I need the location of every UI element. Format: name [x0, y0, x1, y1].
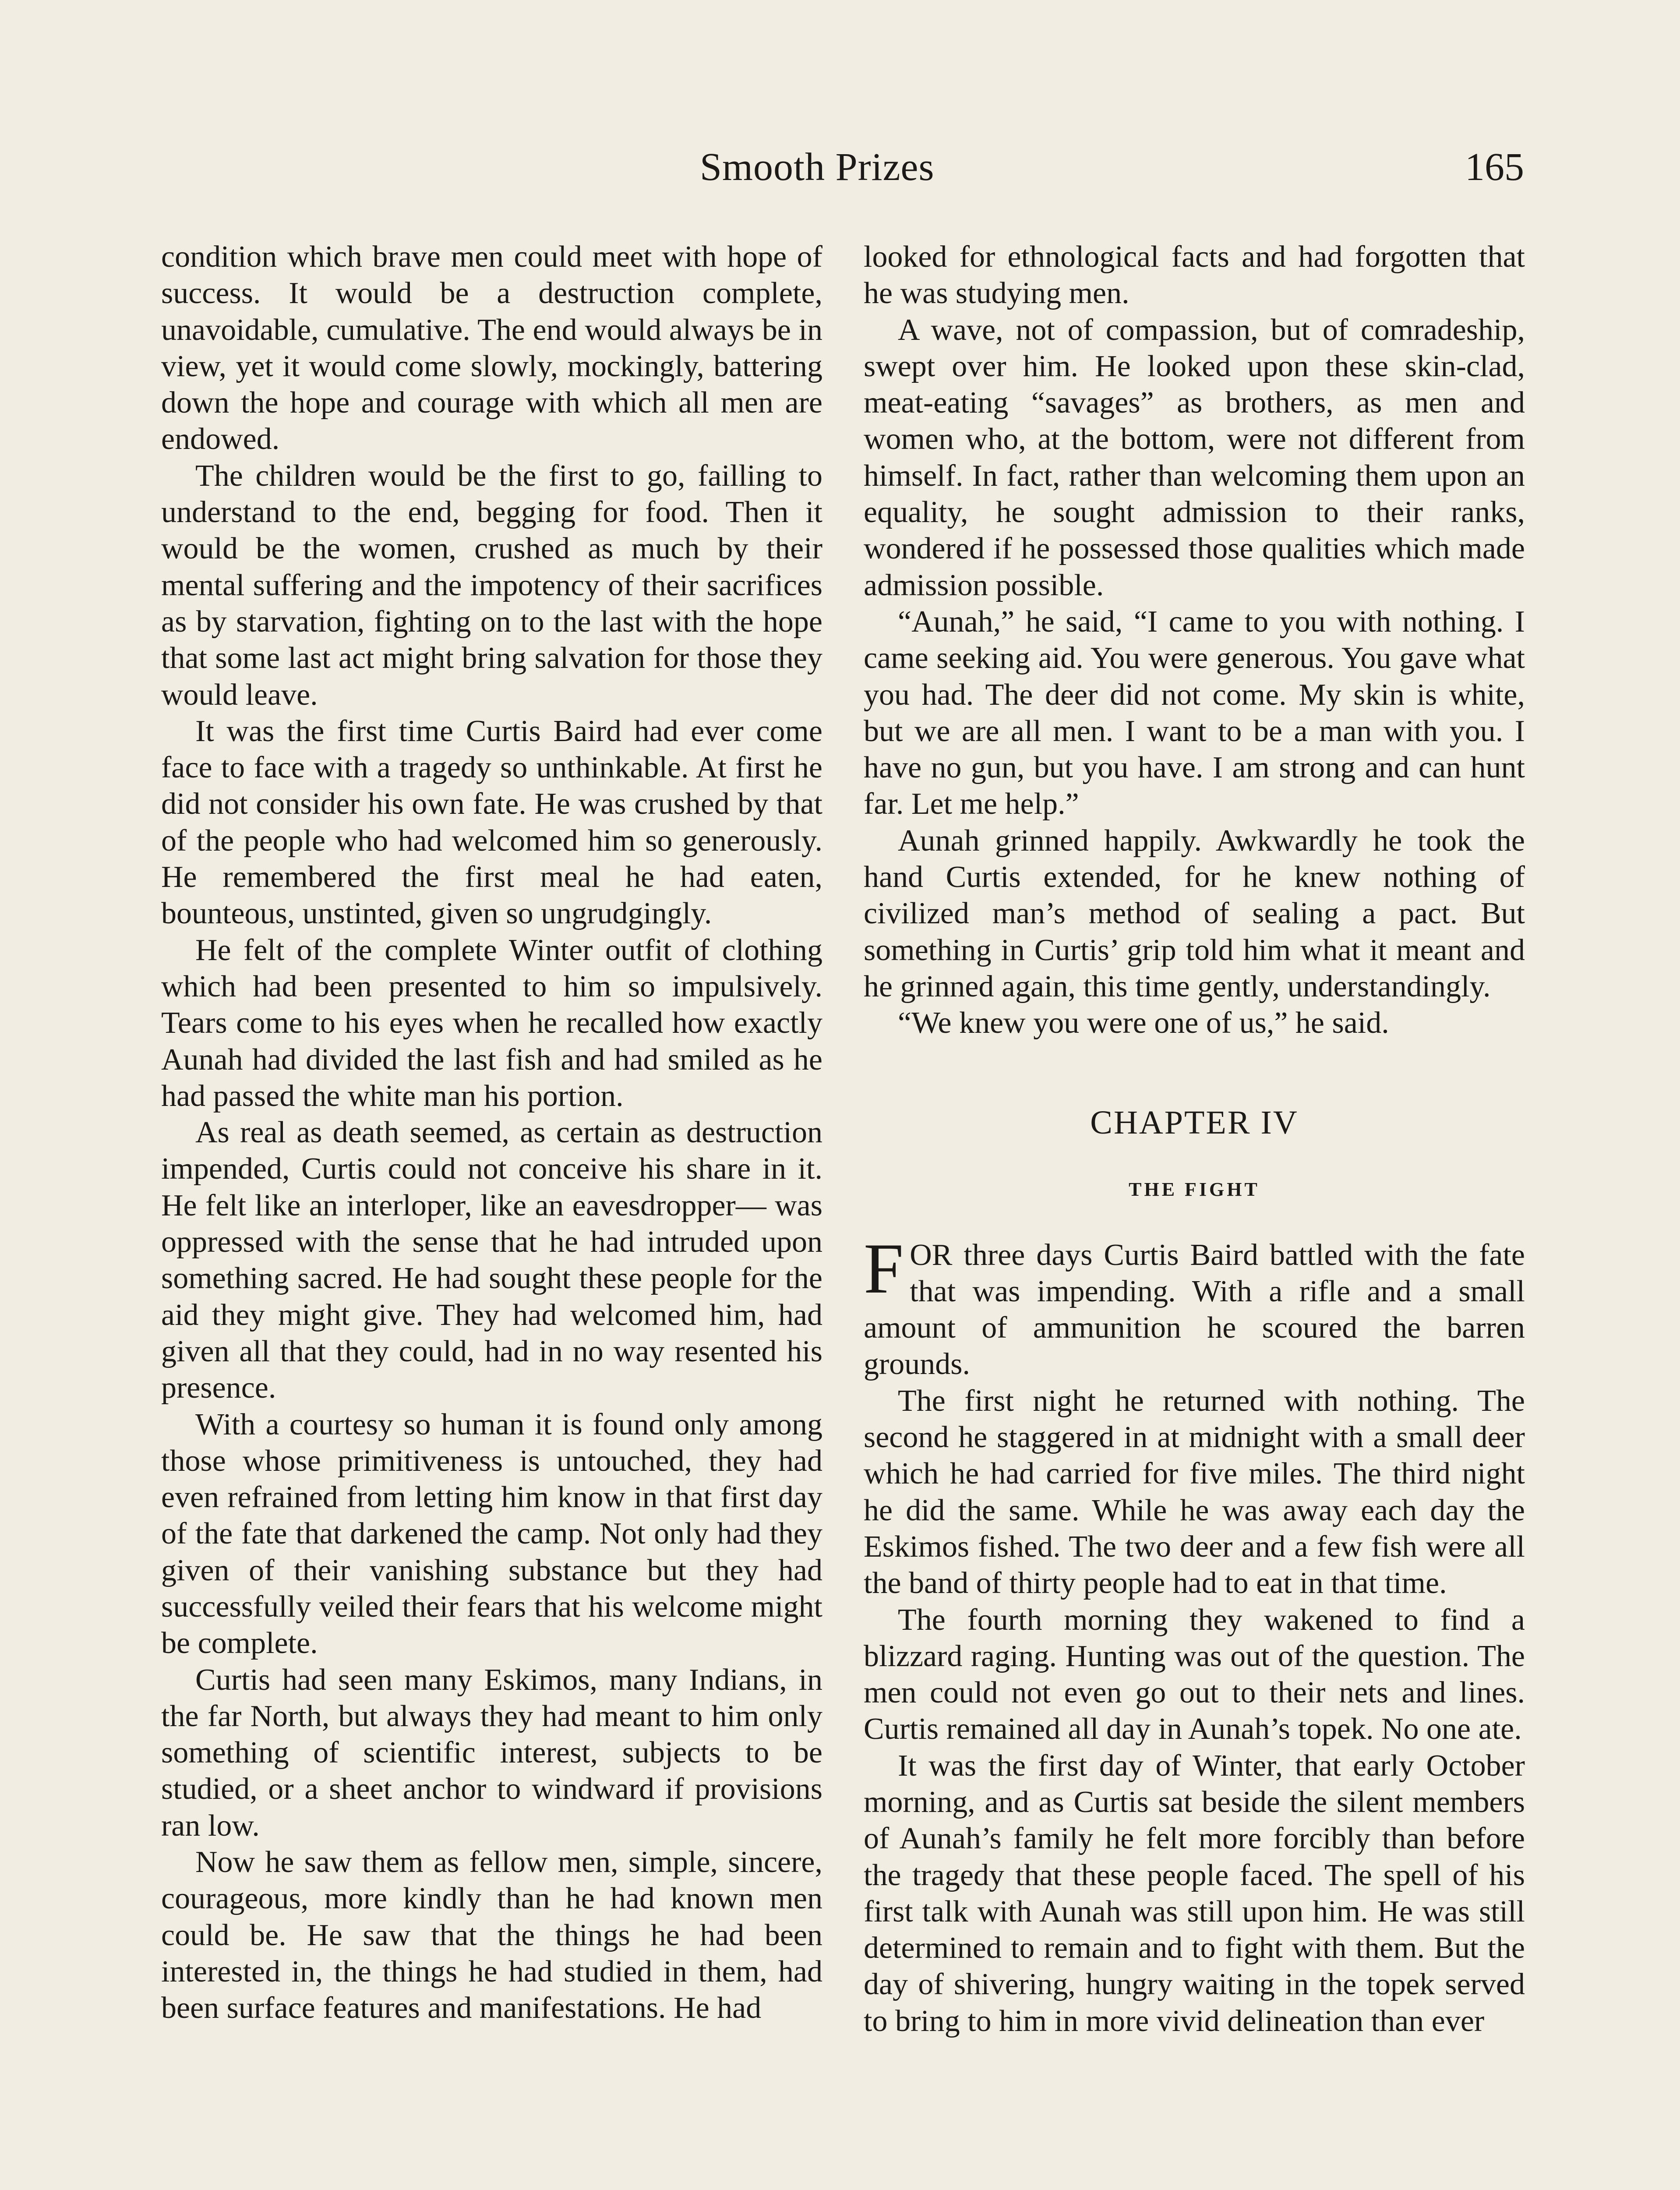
- paragraph: The first night he returned with nothing. The second he staggered in at midnight with a small deer which he had carried for five miles. The third night he did the same. While he was away each day the Eskimos fished. The two deer and a few fish were all the band of thirty people had to eat in that time.: [864, 1384, 1525, 1600]
- paragraph: “We knew you were one of us,” he said.: [898, 1006, 1389, 1040]
- paragraph: Now he saw them as fellow men, simple, sincere, courageous, more kindly than he had known men could be. He saw that the things he had been interested in, the things he had studied in them, had been surface features and manifestations. He had: [161, 1845, 822, 2025]
- paragraph: “Aunah,” he said, “I came to you with nothing. I came seeking aid. You were generous. You gave what you had. The deer did not come. My skin is white, but we are all men. I want to be a man with you. I have no gun, but you have. I am strong and can hunt far. Let me help.”: [864, 604, 1525, 821]
- chapter-opening-paragraph: [864, 1229, 1525, 1383]
- paragraph: With a courtesy so human it is found only among those whose primitiveness is untouched, they had even refrained from letting him know in that first day of the fate that darkened the camp. Not only had they given of their vanishing substance but they had successfully veiled their fears that his welcome might be complete.: [161, 1407, 822, 1660]
- paragraph: It was the first time Curtis Baird had ever come face to face with a tragedy so unthinkable. At first he did not consider his own fate. He was crushed by that of the people who had welcomed him so generously. He remembered the first meal he had eaten, bounteous, unstinted, given so ungrudgingly.: [161, 714, 822, 931]
- running-title: Smooth Prizes: [700, 145, 935, 189]
- chapter-subtitle: THE FIGHT: [1129, 1178, 1260, 1200]
- paragraph: Aunah grinned happily. Awkwardly he took the hand Curtis extended, for he knew nothing of civilized man’s method of sealing a pact. But something in Curtis’ grip told him what it meant and he grinned again, this time gently, understandingly.: [864, 823, 1525, 1003]
- paragraph: It was the first day of Winter, that early October morning, and as Curtis sat beside the silent members of Aunah’s family he felt more forcibly than before the tragedy that these people faced. The spell of his first talk with Aunah was still upon him. He was still determined to remain and to fight with them. But the day of shivering, hungry waiting in the topek served to bring to him in more vivid delineation than ever: [864, 1748, 1525, 2038]
- left-column: [161, 239, 822, 2027]
- opening-text: OR three days Curtis Baird battled with the fate that was impending. With a rifle and a small amount of ammunition he scoured the barren grounds.: [864, 1238, 1525, 1381]
- chapter-title: CHAPTER IV: [1090, 1104, 1299, 1141]
- right-column: [864, 239, 1525, 2039]
- paragraph: condition which brave men could meet with hope of success. It would be a destruction complete, unavoidable, cumulative. The end would always be in view, yet it would come slowly, mockingly, battering down the hope and courage with which all men are endowed.: [161, 240, 822, 456]
- paragraph: He felt of the complete Winter outfit of clothing which had been presented to him so impulsively. Tears come to his eyes when he recalled how exactly Aunah had divided the last fish and had smiled as he had passed the white man his portion.: [161, 933, 822, 1113]
- paragraph: The children would be the first to go, failling to understand to the end, begging for food. Then it would be the women, crushed as much by their mental suffering and the impotency of their sacrifices as by starvation, fighting on to the last with the hope that some last act might bring salvation for those they would leave.: [161, 459, 822, 712]
- page-number: 165: [1465, 145, 1524, 189]
- paragraph: Curtis had seen many Eskimos, many Indians, in the far North, but always they had meant to him only something of scientific interest, subjects to be studied, or a sheet anchor to windward if provisions ran low.: [161, 1663, 822, 1843]
- paragraph: The fourth morning they wakened to find a blizzard raging. Hunting was out of the question. The men could not even go out to their nets and lines. Curtis remained all day in Aunah’s topek. No one ate.: [864, 1603, 1525, 1746]
- drop-cap: F: [864, 1229, 904, 1308]
- running-head: [162, 145, 1524, 197]
- paragraph: A wave, not of compassion, but of comradeship, swept over him. He looked upon these skin-clad, meat-eating “savages” as brothers, as men and women who, at the bottom, were not different from himself. In fact, rather than welcoming them upon an equality, he sought admission to their ranks, wondered if he possessed those qualities which made admission possible.: [864, 313, 1525, 602]
- paragraph: looked for ethnological facts and had forgotten that he was studying men.: [864, 240, 1525, 311]
- paragraph: As real as death seemed, as certain as destruction impended, Curtis could not conceive his share in it. He felt like an interloper, like an eavesdropper— was oppressed with the sense that he had intruded upon something sacred. He had sought these people for the aid they might give. They had welcomed him, had given all that they could, had in no way resented his presence.: [161, 1116, 822, 1405]
